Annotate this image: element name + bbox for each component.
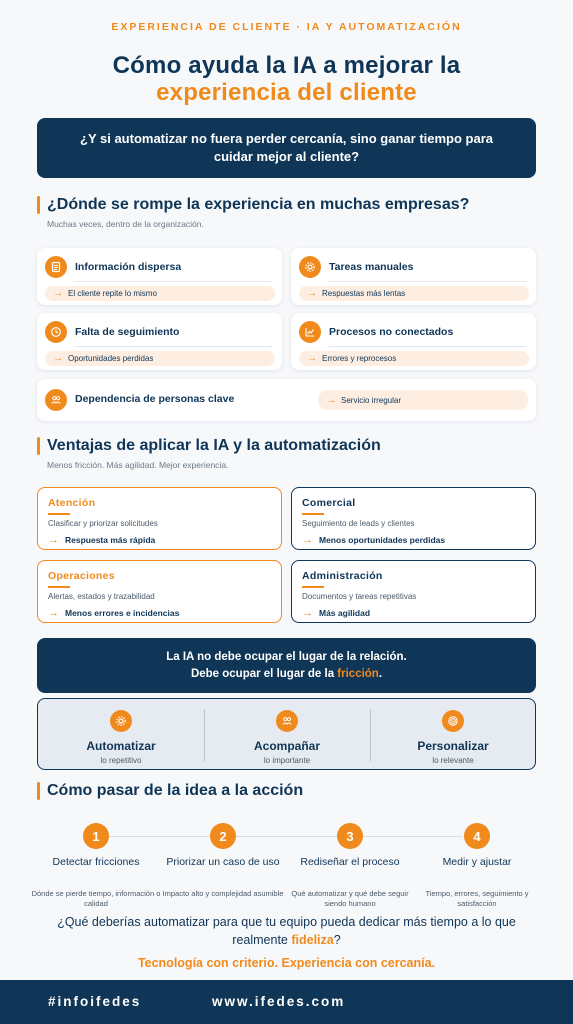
problem-result <box>45 351 275 366</box>
title-underline <box>48 513 70 515</box>
principle-personalizar <box>370 699 536 769</box>
problem-result-text: Servicio irregular <box>341 395 402 405</box>
question-banner <box>37 118 536 178</box>
gear-icon <box>110 710 132 732</box>
steps-heading-text: Cómo pasar de la idea a la acción <box>47 782 304 799</box>
heading-accent-bar <box>37 437 40 455</box>
problem-result <box>299 351 529 366</box>
problem-result-text: Respuestas más lentas <box>322 289 406 298</box>
step-2 <box>158 823 288 899</box>
step-number: 1 <box>83 823 109 849</box>
arrow-right-icon: → <box>307 288 317 299</box>
problem-result-text: Errores y reprocesos <box>322 354 397 363</box>
problem-title: Información dispersa <box>75 261 182 273</box>
page-title-line2: experiencia del cliente <box>156 79 417 106</box>
step-desc: Dónde se pierde tiempo, información o calidad <box>31 889 161 908</box>
problem-result-text: El cliente repite lo mismo <box>68 289 157 298</box>
card-divider <box>75 346 273 347</box>
problem-card-dependencia <box>37 379 536 421</box>
relation-banner <box>37 638 536 693</box>
advantage-result <box>48 607 179 619</box>
step-title: Medir y ajustar <box>442 856 512 868</box>
advantage-result <box>48 534 155 546</box>
problem-title: Tareas manuales <box>329 261 414 273</box>
advantage-title: Administración <box>302 570 383 582</box>
arrow-right-icon: → <box>326 394 336 406</box>
principle-title: Automatizar <box>86 739 156 753</box>
tagline: Tecnología con criterio. Experiencia con cercanía. <box>137 956 436 970</box>
relation-line2-suffix: . <box>378 667 383 680</box>
relation-highlight: fricción <box>337 667 379 680</box>
steps-heading <box>37 782 303 800</box>
advantage-desc: Seguimiento de leads y clientes <box>302 519 415 528</box>
principle-automatizar <box>38 699 204 769</box>
arrow-right-icon: → <box>302 607 313 619</box>
problem-title: Falta de seguimiento <box>75 326 180 338</box>
advantage-card-administracion <box>291 560 536 623</box>
footer-website-link[interactable]: www.ifedes.com <box>212 994 346 1009</box>
step-desc: Tiempo, errores, seguimiento y satisfacción <box>425 889 529 908</box>
advantage-desc: Alertas, estados y trazabilidad <box>48 592 155 601</box>
card-divider <box>329 281 527 282</box>
advantages-heading-text: Ventajas de aplicar la IA y la automatización <box>47 437 381 454</box>
relation-line2 <box>37 666 536 683</box>
advantage-desc: Clasificar y priorizar solicitudes <box>48 519 158 528</box>
advantage-result-text: Respuesta más rápida <box>65 535 156 545</box>
step-3 <box>285 823 415 909</box>
chart-icon <box>299 321 321 343</box>
step-number: 4 <box>464 823 490 849</box>
principle-sub: lo repetitivo <box>100 756 142 765</box>
step-1 <box>31 823 161 909</box>
title-underline <box>302 513 324 515</box>
advantage-result <box>302 534 445 546</box>
principle-title: Acompañar <box>253 739 321 753</box>
step-number: 2 <box>210 823 236 849</box>
page-title-line1: Cómo ayuda la IA a mejorar la <box>112 52 461 79</box>
advantage-result-text: Más agilidad <box>319 608 371 618</box>
problem-card-procesos <box>291 313 536 370</box>
footer <box>0 980 573 1024</box>
arrow-right-icon: → <box>307 353 317 364</box>
principle-title: Personalizar <box>417 739 489 753</box>
advantages-heading <box>37 437 381 455</box>
problem-card-informacion <box>37 248 282 305</box>
relation-line1: La IA no debe ocupar el lugar de la relación. <box>166 650 407 663</box>
arrow-right-icon: → <box>53 288 63 299</box>
advantage-card-operaciones <box>37 560 282 623</box>
problem-result <box>45 286 275 301</box>
problems-heading-text: ¿Dónde se rompe la experiencia en muchas empresas? <box>47 196 470 213</box>
step-title: Rediseñar el proceso <box>300 856 400 868</box>
principles-panel <box>37 698 536 770</box>
closing-question <box>30 913 543 949</box>
advantage-card-atencion <box>37 487 282 550</box>
title-underline <box>302 586 324 588</box>
closing-suffix: ? <box>333 933 341 947</box>
arrow-right-icon: → <box>302 534 313 546</box>
problems-subheading: Muchas veces, dentro de la organización. <box>47 219 204 229</box>
problem-card-tareas <box>291 248 536 305</box>
card-divider <box>75 281 273 282</box>
problem-title: Procesos no conectados <box>329 326 454 338</box>
step-title: Priorizar un caso de uso <box>166 856 280 868</box>
problem-result-text: Oportunidades perdidas <box>68 354 154 363</box>
advantage-title: Atención <box>48 497 96 509</box>
heading-accent-bar <box>37 196 40 214</box>
advantage-title: Comercial <box>302 497 356 509</box>
target-icon <box>442 710 464 732</box>
step-desc: Qué automatizar y qué debe seguir siendo humano <box>291 889 409 908</box>
closing-prefix: ¿Qué deberías automatizar para que tu equipo pueda dedicar más tiempo a lo que realmente <box>57 915 516 947</box>
closing-highlight: fideliza <box>291 933 334 947</box>
question-text: ¿Y si automatizar no fuera perder cercanía, sino ganar tiempo para cuidar mejor al cliente? <box>80 131 493 164</box>
footer-hashtag[interactable]: #infoifedes <box>48 994 142 1009</box>
step-desc: Impacto alto y complejidad asumible <box>162 889 284 898</box>
problem-title: Dependencia de personas clave <box>75 393 235 405</box>
clock-icon <box>45 321 67 343</box>
step-4 <box>412 823 542 909</box>
problem-card-seguimiento <box>37 313 282 370</box>
problem-result <box>318 390 528 410</box>
advantage-title: Operaciones <box>48 570 115 582</box>
problems-heading <box>37 196 469 214</box>
document-icon <box>45 256 67 278</box>
advantage-card-comercial <box>291 487 536 550</box>
advantages-subheading: Menos fricción. Más agilidad. Mejor experiencia. <box>47 460 229 470</box>
arrow-right-icon: → <box>48 607 59 619</box>
kicker: EXPERIENCIA DE CLIENTE · IA Y AUTOMATIZACIÓN <box>111 21 462 33</box>
step-number: 3 <box>337 823 363 849</box>
principle-sub: lo relevante <box>432 756 474 765</box>
problem-result <box>299 286 529 301</box>
advantage-result-text: Menos oportunidades perdidas <box>319 535 446 545</box>
relation-line2-prefix: Debe ocupar el lugar de la <box>190 667 338 680</box>
gear-icon <box>299 256 321 278</box>
advantage-desc: Documentos y tareas repetitivas <box>302 592 417 601</box>
principle-acompanar <box>204 699 370 769</box>
arrow-right-icon: → <box>53 353 63 364</box>
step-title: Detectar fricciones <box>52 856 140 868</box>
people-icon <box>45 389 67 411</box>
people-icon <box>276 710 298 732</box>
heading-accent-bar <box>37 782 40 800</box>
advantage-result-text: Menos errores e incidencias <box>65 608 180 618</box>
principle-sub: lo importante <box>263 756 311 765</box>
title-underline <box>48 586 70 588</box>
card-divider <box>329 346 527 347</box>
arrow-right-icon: → <box>48 534 59 546</box>
advantage-result <box>302 607 370 619</box>
